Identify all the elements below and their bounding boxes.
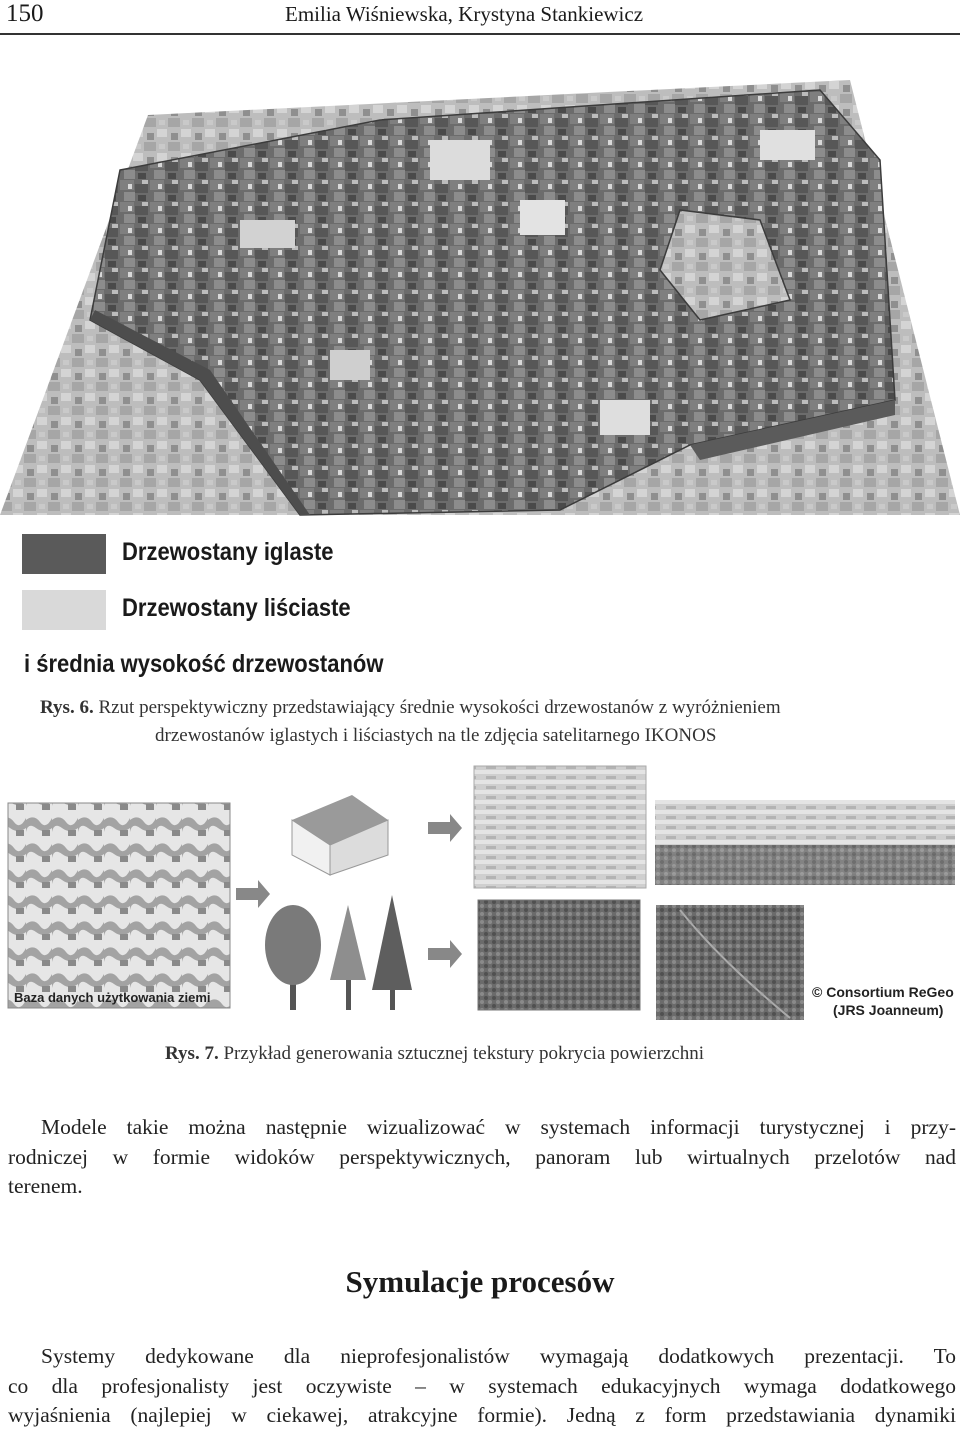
legend-label-deciduous: Drzewostany liściaste: [122, 594, 351, 622]
header-rule: [0, 33, 960, 35]
figure-6-caption-line2: drzewostanów iglastych i liściastych na tle zdjęcia satelitarnego IKONOS: [155, 725, 717, 746]
copyright-label: © Consortium ReGeo: [812, 984, 954, 1000]
figure-7-caption-text: Przykład generowania sztucznej tekstury pokrycia powierzchni: [223, 1043, 705, 1064]
paragraph-line: rodniczej w formie widoków perspektywicznych, panoram lub wirtualnych przelotów nad: [8, 1144, 956, 1169]
paragraph-line: wyjaśnienia (najlepiej w ciekawej, atrakcyjne formie). Jedną z form przedstawiania dynamiki: [8, 1403, 956, 1427]
render-forest-1: [478, 900, 640, 1010]
render-landscape-1: [474, 766, 646, 888]
figure-6-caption-label: Rys. 6.: [40, 697, 94, 718]
copyright-sublabel: (JRS Joanneum): [833, 1002, 944, 1018]
arrow-icon: [236, 880, 270, 908]
land-use-database-label: Baza danych użytkowania ziemi: [14, 990, 211, 1005]
render-forest-2: [656, 905, 804, 1020]
figure-6-caption-text1: Rzut perspektywiczny przedstawiający średnie wysokości drzewostanów z wyróżnieniem: [98, 697, 781, 718]
tree-models-icon: [265, 895, 412, 1010]
legend-label-conifer: Drzewostany iglaste: [122, 538, 334, 566]
running-header-authors: Emilia Wiśniewska, Krystyna Stankiewicz: [285, 2, 644, 26]
paragraph-line: Modele takie można następnie wizualizować w systemach informacji turystycznej i przy-: [41, 1115, 956, 1139]
figure-6-perspective-render: [0, 70, 960, 520]
body-paragraph-2: [8, 1342, 956, 1431]
arrow-icon: [428, 814, 462, 842]
legend-swatch-deciduous: [22, 590, 106, 630]
figure-6-caption-line1: [40, 697, 781, 719]
figure-7-caption: [165, 1043, 704, 1065]
arrow-icon: [428, 940, 462, 968]
legend-swatch-conifer: [22, 534, 106, 574]
house-icon: [292, 795, 388, 875]
section-title: Symulacje procesów: [345, 1264, 615, 1299]
paragraph-line: terenem.: [8, 1174, 83, 1198]
legend-label-height: i średnia wysokość drzewostanów: [24, 650, 384, 678]
body-paragraph-1: [8, 1113, 956, 1202]
page-number: 150: [6, 0, 44, 27]
paragraph-line: Systemy dedykowane dla nieprofesjonalistów wymagają dodatkowych prezentacji. To: [41, 1344, 956, 1368]
figure-7-caption-label: Rys. 7.: [165, 1043, 219, 1064]
land-use-map: [8, 803, 230, 1008]
paragraph-line: co dla profesjonalisty jest oczywiste – w systemach edukacyjnych wymaga dodatkowego: [8, 1373, 956, 1398]
